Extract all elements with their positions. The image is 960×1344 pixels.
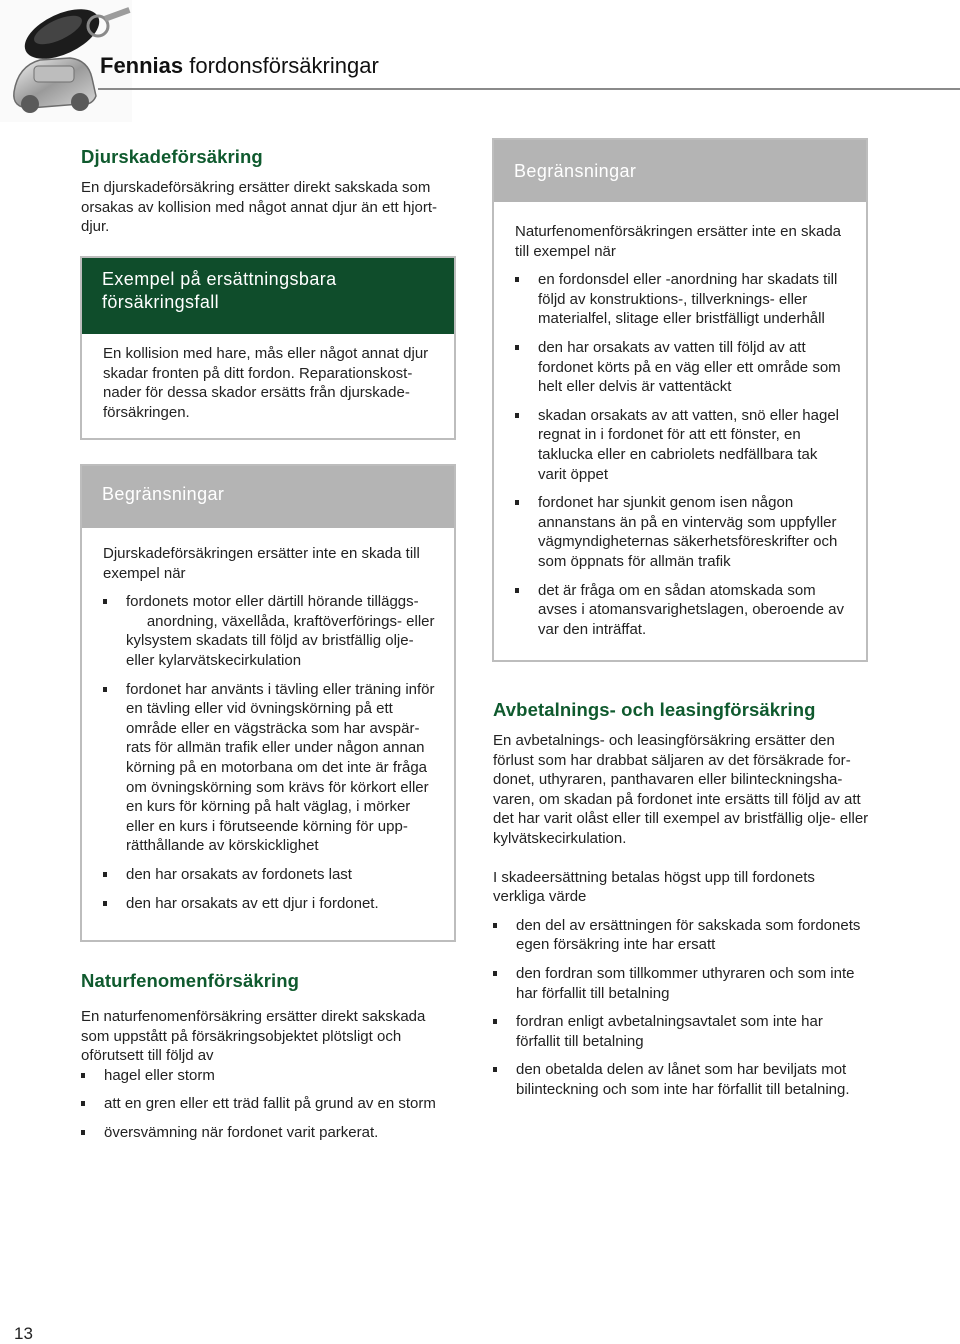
list-item: den obetalda delen av lånet som har beviljats mot bilinteckning och som inte har förfallit till betalning. [493,1060,869,1099]
nature-limits-body [515,222,848,639]
animal-limits-heading: Begränsningar [82,466,454,528]
list-item: det är fråga om en sådan atomskada som avses i atomansvarighetslagen, oberoende av var den inträffat. [515,581,848,640]
animal-limits-body [103,544,436,913]
list-item: fordran enligt avbetalningsavtalet som inte har förfallit till betalning [493,1012,869,1051]
list-item: översvämning när fordonet varit parkerat. [81,1123,451,1143]
leasing-insurance-heading: Avbetalnings- och leasingförsäkring [493,699,816,720]
page-number: 13 [14,1324,33,1343]
leasing-insurance-text-1: En avbetalnings- och leasingförsäkring ersätter den förlust som har drabbat säljaren av det försäkrade fordonet, uthyraren, panthavaren eller bilinteckningshavaren, om skadan på fordonet inte ersätts till följd av att det har varit olåst eller till exempel av bristfällig olje- eller kylvätskecirkulation. [493,732,869,847]
list-item: fordonets motor eller därtill hörande tilläggs- anordning, växellåda, kraftöverförings- eller kylsystem skadats till följd av bristfällig oljeeller kylarvätskecirkulation [103,592,436,670]
list-item: den del av ersättningen för sakskada som fordonets egen försäkring inte har ersatt [493,916,869,955]
example-box-heading: Exempel på ersättningsbara försäkringsfall [82,258,454,334]
page-header-title [100,53,379,79]
animal-insurance-text: En djurskadeförsäkring ersätter direkt sakskada som orsakas av kollision med något annat djur än ett hjortdjur. [81,179,438,236]
leasing-insurance-list [493,916,869,1100]
list-item: fordonet har sjunkit genom isen någon annanstans än på en vinterväg som uppfyller vägmyndigheternas säkerhetsföreskrifter och som öppnats för allmän trafik [515,493,848,571]
animal-limits-box [80,464,456,942]
leasing-insurance-text-2: I skadeersättning betalas högst upp till fordonets verkliga värde [493,868,815,906]
nature-insurance-text: En naturfenomenförsäkring ersätter direkt sakskada som uppstått på försäkringsobjektet plötsligt och oförutsett till följd av [81,1008,426,1065]
nature-insurance-list [81,1066,451,1143]
example-box-text: En kollision med hare, mås eller något annat djur skadar fronten på ditt fordon. Reparationskostnader för dessa skador ersätts från djurskadeförsäkringen. [103,345,429,421]
list-item: den har orsakats av fordonets last [103,865,436,885]
list-item: skadan orsakats av att vatten, snö eller hagel regnat in i fordonet för att ett fönster, en taklucka eller en cabriolets nedfällbara tak varit öppet [515,406,848,484]
list-item: den fordran som tillkommer uthyraren och som inte har förfallit till betalning [493,964,869,1003]
nature-insurance-body [81,1007,451,1143]
list-item: en fordonsdel eller -anordning har skadats till följd av konstruktions-, tillverknings- eller materialfel, slitage eller bristfälligt underhåll [515,270,848,329]
animal-limits-list [103,592,436,913]
header-title-rest: fordonsförsäkringar [183,53,379,78]
list-item: den har orsakats av ett djur i fordonet. [103,894,436,914]
header-divider [98,88,960,90]
example-box [80,256,456,440]
animal-insurance-heading: Djurskadeförsäkring [81,146,263,167]
nature-limits-intro: Naturfenomenförsäkringen ersätter inte en skada till exempel när [515,223,842,260]
list-item: fordonet har använts i tävling eller träning inför en tävling eller vid övningskörning på ett område eller en vägsträcka som har avspärrats för allmän trafik eller under någon annan körning på en motorbana om det inte är fråga om övningskörning som krävs för körkort eller en kurs för körning på halt väglag, i mörker eller en kurs i förutseende körning för upprätthållande av körskicklighet [103,680,436,856]
nature-insurance-heading: Naturfenomenförsäkring [81,970,300,991]
list-item: hagel eller storm [81,1066,451,1086]
list-item: att en gren eller ett träd fallit på grund av en storm [81,1094,451,1114]
nature-limits-heading: Begränsningar [494,140,866,202]
leasing-insurance-body [493,731,869,1100]
animal-limits-intro: Djurskadeförsäkringen ersätter inte en skada till exempel när [103,545,420,582]
brand-name: Fennias [100,53,184,78]
list-item: den har orsakats av vatten till följd av att fordonet körts på en väg eller ett område som helt eller delvis är vattentäckt [515,338,848,397]
nature-limits-box [492,138,868,662]
nature-limits-list [515,270,848,639]
